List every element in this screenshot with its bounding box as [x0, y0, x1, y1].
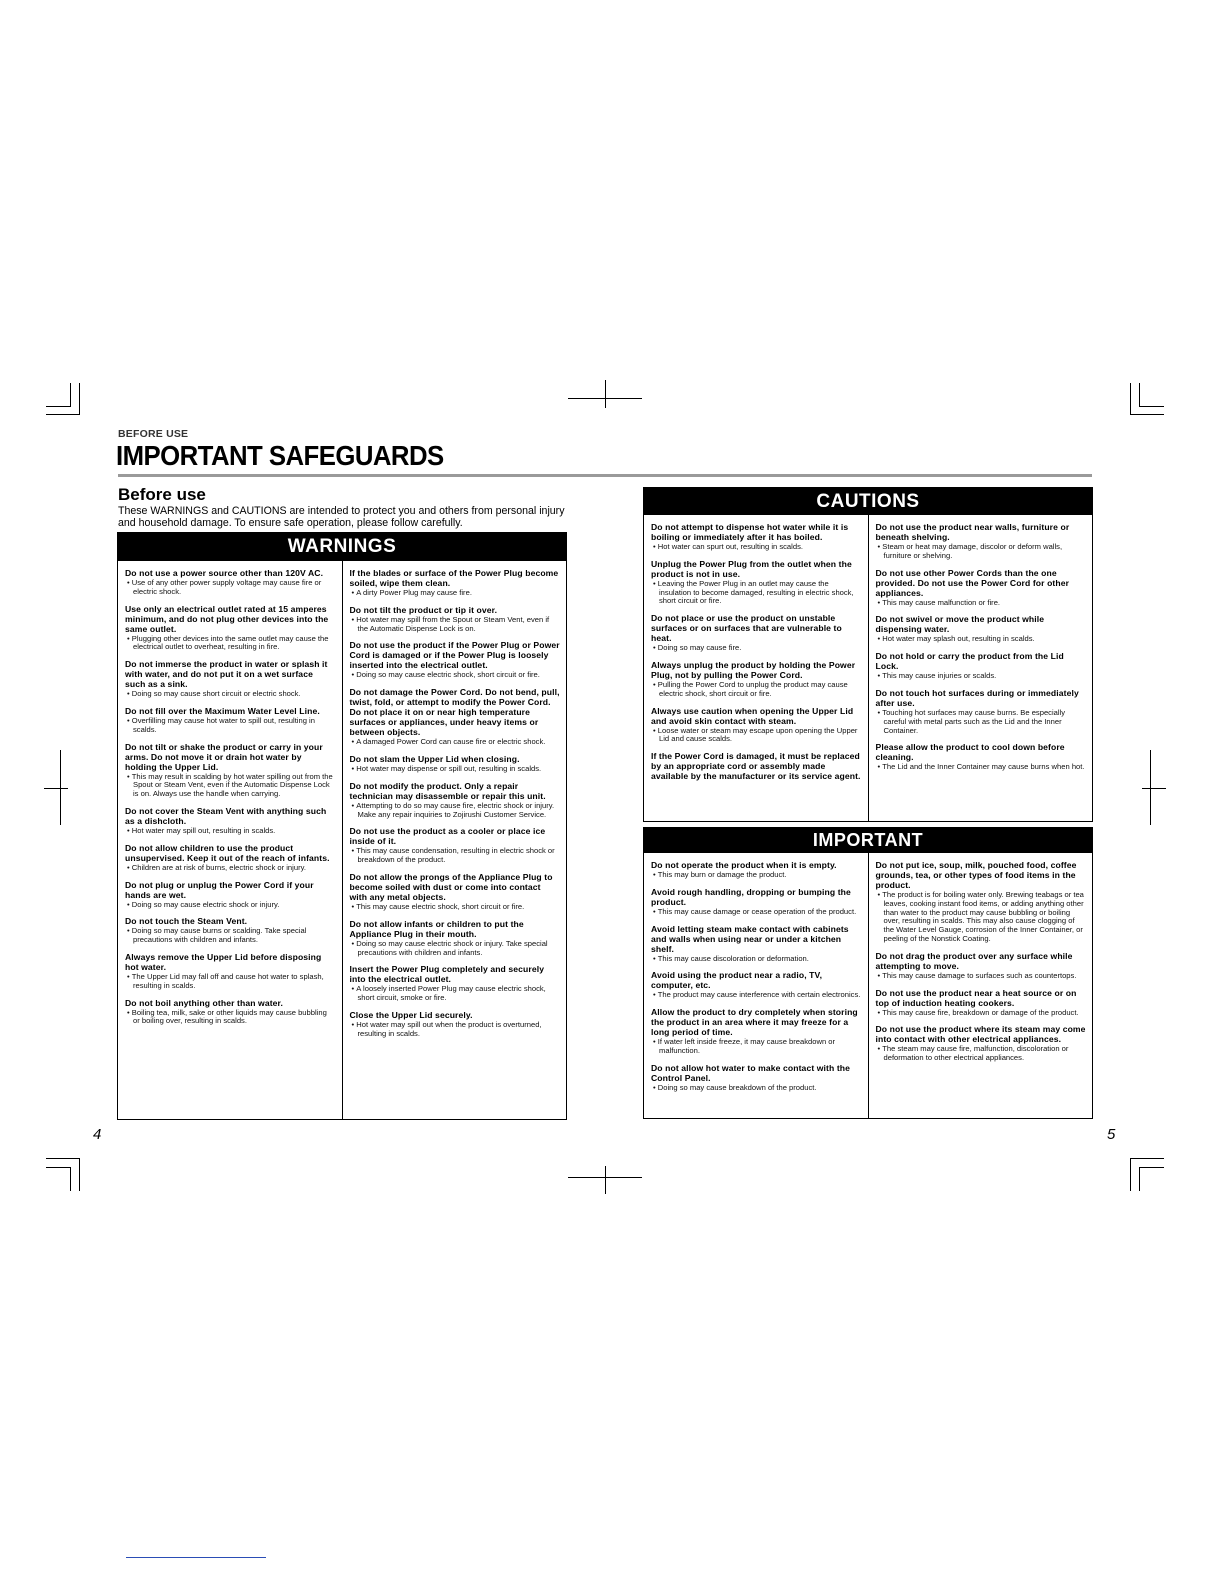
- crop-mark: [46, 1158, 80, 1159]
- crop-mark: [1130, 383, 1131, 414]
- list-item: [125, 806, 336, 836]
- item-note: • Attempting to do so may cause fire, electric shock or injury. Make any repair inquiries to Zojirushi Customer Service.: [350, 802, 561, 820]
- item-note: • Children are at risk of burns, electric shock or injury.: [125, 864, 336, 873]
- list-item: [876, 651, 1087, 681]
- registration-mark: [605, 1166, 606, 1194]
- item-note: • This may cause injuries or scalds.: [876, 672, 1087, 681]
- item-title: Always use caution when opening the Upper Lid and avoid skin contact with steam.: [651, 705, 854, 726]
- list-item: [125, 916, 336, 945]
- item-title: Do not use the product near walls, furniture or beneath shelving.: [875, 522, 1070, 542]
- crop-mark: [1139, 1167, 1140, 1191]
- item-note: • The Lid and the Inner Container may cause burns when hot.: [876, 763, 1087, 772]
- item-note: • This may cause discoloration or deformation.: [651, 955, 862, 964]
- item-title: Do not touch hot surfaces during or immediately after use.: [875, 687, 1079, 708]
- list-item: [125, 568, 336, 597]
- list-item: [125, 952, 336, 991]
- page-title: IMPORTANT SAFEGUARDS: [116, 440, 444, 471]
- item-note: • This may cause electric shock, short circuit or fire.: [350, 903, 561, 912]
- item-note: • This may result in scalding by hot water spilling out from the Spout or Steam Vent, even if the Automatic Dispense Lock is on. Always use the handle when carrying.: [125, 773, 336, 799]
- list-item: [876, 568, 1087, 608]
- list-item: [350, 964, 561, 1003]
- item-title: Avoid rough handling, dropping or bumping the product.: [651, 886, 851, 907]
- item-title: Do not tilt or shake the product or carry in your arms. Do not move it or drain hot water by holding the Upper Lid.: [125, 741, 323, 772]
- item-title: Do not use the product if the Power Plug or Power Cord is damaged or if the Power Plug is loosely inserted into the electrical outlet.: [349, 640, 560, 671]
- list-item: [125, 742, 336, 799]
- crop-mark: [1139, 1167, 1164, 1168]
- crop-mark: [1139, 406, 1164, 407]
- list-item: [125, 706, 336, 735]
- cautions-heading: CAUTIONS: [644, 488, 1092, 515]
- important-box: [643, 827, 1093, 1119]
- list-item: [651, 706, 862, 745]
- item-title: Do not drag the product over any surface while attempting to move.: [875, 950, 1073, 971]
- list-item: [350, 568, 561, 598]
- important-right-column: [868, 853, 1093, 1118]
- crop-mark: [70, 383, 71, 406]
- important-left-column: [644, 853, 868, 1118]
- list-item: [651, 751, 862, 781]
- list-item: [876, 860, 1087, 944]
- list-item: [651, 1007, 862, 1056]
- crop-mark: [1139, 383, 1140, 406]
- item-note: • A dirty Power Plug may cause fire.: [350, 589, 561, 598]
- item-note: • Doing so may cause burns or scalding. Take special precautions with children and infants.: [125, 927, 336, 945]
- before-use-intro: These WARNINGS and CAUTIONS are intended to protect you and others from personal injury and household damage. To ensure safe operation, please follow carefully.: [118, 505, 565, 529]
- list-item: [651, 924, 862, 964]
- item-note: • The Upper Lid may fall off and cause hot water to splash, resulting in scalds.: [125, 973, 336, 991]
- item-title: Do not hold or carry the product from the Lid Lock.: [875, 651, 1064, 672]
- list-item: [651, 887, 862, 917]
- item-title: Always remove the Upper Lid before disposing hot water.: [125, 951, 322, 972]
- registration-mark: [60, 750, 61, 825]
- list-item: [125, 659, 336, 699]
- list-item: [350, 872, 561, 912]
- section-label: BEFORE USE: [118, 428, 189, 440]
- item-title: Allow the product to dry completely when storing the product in an area where it may freeze for a long period of time.: [651, 1007, 858, 1038]
- item-title: Do not slam the Upper Lid when closing.: [349, 753, 520, 764]
- list-item: [651, 970, 862, 1000]
- item-note: • Hot water may spill from the Spout or Steam Vent, even if the Automatic Dispense Lock is on.: [350, 616, 561, 634]
- list-item: [876, 614, 1087, 644]
- item-note: • Doing so may cause electric shock or injury. Take special precautions with children and infants.: [350, 940, 561, 958]
- list-item: [651, 660, 862, 699]
- item-note: • Boiling tea, milk, sake or other liquids may cause bubbling or boiling over, resulting in scalds.: [125, 1009, 336, 1027]
- item-note: • Hot water may spill out when the product is overturned, resulting in scalds.: [350, 1021, 561, 1039]
- item-title: Do not touch the Steam Vent.: [125, 916, 248, 927]
- page-number-right: 5: [1107, 1126, 1116, 1143]
- warnings-left-column: [118, 561, 342, 1119]
- item-title: Do not allow hot water to make contact with the Control Panel.: [651, 1062, 851, 1083]
- item-note: • Pulling the Power Cord to unplug the product may cause electric shock, short circuit or fire.: [651, 681, 862, 699]
- item-note: • Plugging other devices into the same outlet may cause the electrical outlet to overheat, resulting in fire.: [125, 635, 336, 653]
- item-title: Do not immerse the product in water or splash it with water, and do not put it on a wet surface such as a sink.: [125, 659, 328, 690]
- footer-line: [126, 1557, 266, 1558]
- cautions-right-column: [868, 515, 1093, 821]
- list-item: [350, 687, 561, 747]
- item-title: Do not allow infants or children to put the Appliance Plug in their mouth.: [349, 918, 524, 939]
- list-item: [350, 605, 561, 634]
- item-title: Do not swivel or move the product while dispensing water.: [875, 614, 1045, 635]
- crop-mark: [46, 1167, 71, 1168]
- warnings-right-column: [342, 561, 567, 1119]
- item-note: • This may cause damage to surfaces such as countertops.: [876, 972, 1087, 981]
- list-item: [125, 843, 336, 873]
- item-note: • Hot water may dispense or spill out, resulting in scalds.: [350, 765, 561, 774]
- list-item: [350, 781, 561, 820]
- list-item: [876, 742, 1087, 772]
- list-item: [651, 522, 862, 552]
- list-item: [651, 860, 862, 880]
- list-item: [350, 826, 561, 865]
- item-note: • Hot water can spurt out, resulting in scalds.: [651, 543, 862, 552]
- item-title: Use only an electrical outlet rated at 15 amperes minimum, and do not plug other devices into the same outlet.: [125, 603, 329, 634]
- item-note: • Hot water may spill out, resulting in scalds.: [125, 827, 336, 836]
- item-title: Do not attempt to dispense hot water while it is boiling or immediately after it has boiled.: [651, 522, 849, 542]
- item-title: Do not allow the prongs of the Appliance Plug to become soiled with dust or come into contact with any metal objects.: [349, 871, 553, 902]
- item-title: Close the Upper Lid securely.: [349, 1009, 473, 1020]
- warnings-heading: WARNINGS: [118, 533, 566, 561]
- list-item: [651, 559, 862, 606]
- list-item: [876, 988, 1087, 1018]
- list-item: [125, 604, 336, 653]
- crop-mark: [46, 414, 80, 415]
- list-item: [350, 1010, 561, 1039]
- item-title: Do not fill over the Maximum Water Level Line.: [125, 705, 320, 716]
- warnings-box: [117, 532, 567, 1120]
- item-title: Do not use other Power Cords than the one provided. Do not use the Power Cord for other appliances.: [875, 567, 1070, 598]
- item-note: • The steam may cause fire, malfunction, discoloration or deformation to other electrical appliances.: [876, 1045, 1087, 1063]
- item-title: Please allow the product to cool down before cleaning.: [875, 742, 1065, 763]
- registration-mark: [1150, 750, 1151, 825]
- item-title: Do not cover the Steam Vent with anything such as a dishcloth.: [125, 805, 327, 826]
- item-note: • Hot water may splash out, resulting in scalds.: [876, 635, 1087, 644]
- cautions-left-column: [644, 515, 868, 821]
- item-note: • Use of any other power supply voltage may cause fire or electric shock.: [125, 579, 336, 597]
- item-note: • Overfilling may cause hot water to spill out, resulting in scalds.: [125, 717, 336, 735]
- crop-mark: [1130, 1158, 1164, 1159]
- item-title: Do not allow children to use the product unsupervised. Keep it out of the reach of infants.: [125, 842, 330, 863]
- item-title: If the blades or surface of the Power Plug become soiled, wipe them clean.: [349, 568, 559, 588]
- item-note: • Steam or heat may damage, discolor or deform walls, furniture or shelving.: [876, 543, 1087, 561]
- item-title: Do not use the product where its steam may come into contact with other electrical appliances.: [875, 1024, 1086, 1045]
- item-title: Do not use the product near a heat source or on top of induction heating cookers.: [875, 987, 1077, 1008]
- cautions-box: [643, 487, 1093, 822]
- crop-mark: [1130, 414, 1164, 415]
- item-note: • This may cause condensation, resulting in electric shock or breakdown of the product.: [350, 847, 561, 865]
- item-note: • The product may cause interference with certain electronics.: [651, 991, 862, 1000]
- item-note: • This may cause damage or cease operation of the product.: [651, 908, 862, 917]
- item-note: • The product is for boiling water only. Brewing teabags or tea leaves, cooking instant food items, or adding anything other than water to the product may cause bubbling or boiling over, resulting in scalds. This may also cause clogging of the Water Level Gauge, corrosion of the Inner Container, or peeling of the Nonstick Coating.: [876, 891, 1087, 944]
- item-title: If the Power Cord is damaged, it must be replaced by an appropriate cord or assembly made available by the manufacturer or its service agent.: [651, 751, 861, 782]
- item-note: • If water left inside freeze, it may cause breakdown or malfunction.: [651, 1038, 862, 1056]
- crop-mark: [79, 383, 80, 414]
- crop-mark: [46, 406, 71, 407]
- item-title: Unplug the Power Plug from the outlet when the product is not in use.: [651, 558, 852, 579]
- item-title: Do not damage the Power Cord. Do not bend, pull, twist, fold, or attempt to modify the Power Cord. Do not place it on or near high temperature surfaces or appliances, under heavy items or between objects.: [349, 687, 560, 738]
- item-note: • Doing so may cause short circuit or electric shock.: [125, 690, 336, 699]
- item-note: • A damaged Power Cord can cause fire or electric shock.: [350, 738, 561, 747]
- crop-mark: [1130, 1158, 1131, 1191]
- item-title: Avoid using the product near a radio, TV, computer, etc.: [651, 970, 823, 991]
- registration-mark: [44, 788, 68, 789]
- item-title: Avoid letting steam make contact with cabinets and walls when using near or under a kitchen shelf.: [651, 923, 849, 954]
- crop-mark: [70, 1167, 71, 1191]
- item-title: Do not operate the product when it is empty.: [651, 860, 837, 870]
- before-use-heading: Before use: [118, 485, 206, 504]
- item-note: • A loosely inserted Power Plug may cause electric shock, short circuit, smoke or fire.: [350, 985, 561, 1003]
- item-note: • Doing so may cause fire.: [651, 644, 862, 653]
- list-item: [876, 951, 1087, 981]
- item-title: Do not modify the product. Only a repair technician may disassemble or repair this unit.: [349, 780, 546, 801]
- item-note: • Doing so may cause breakdown of the product.: [651, 1084, 862, 1093]
- item-note: • Leaving the Power Plug in an outlet may cause the insulation to become damaged, resulting in electric shock, short circuit or fire.: [651, 580, 862, 606]
- list-item: [125, 880, 336, 910]
- item-title: Do not tilt the product or tip it over.: [349, 604, 498, 615]
- item-note: • Doing so may cause electric shock, short circuit or fire.: [350, 671, 561, 680]
- item-title: Do not place or use the product on unstable surfaces or on surfaces that are vulnerable to heat.: [651, 613, 842, 644]
- item-title: Do not boil anything other than water.: [125, 997, 284, 1008]
- list-item: [651, 1063, 862, 1093]
- item-note: • Loose water or steam may escape upon opening the Upper Lid and cause scalds.: [651, 727, 862, 745]
- item-note: • Doing so may cause electric shock or injury.: [125, 901, 336, 910]
- list-item: [651, 613, 862, 653]
- item-title: Always unplug the product by holding the Power Plug, not by pulling the Power Cord.: [651, 659, 856, 680]
- list-item: [876, 1024, 1087, 1063]
- registration-mark: [1142, 788, 1166, 789]
- item-title: Do not use a power source other than 120V AC.: [125, 568, 324, 578]
- list-item: [876, 688, 1087, 735]
- item-note: • This may cause malfunction or fire.: [876, 599, 1087, 608]
- item-title: Do not put ice, soup, milk, pouched food, coffee grounds, tea, or other types of food items in the product.: [875, 860, 1077, 890]
- item-note: • Touching hot surfaces may cause burns. Be especially careful with metal parts such as the Lid and the Inner Container.: [876, 709, 1087, 735]
- item-title: Insert the Power Plug completely and securely into the electrical outlet.: [349, 964, 545, 985]
- list-item: [350, 754, 561, 774]
- registration-mark: [605, 380, 606, 408]
- item-note: • This may burn or damage the product.: [651, 871, 862, 880]
- header-divider: [118, 474, 1092, 477]
- important-heading: IMPORTANT: [644, 828, 1092, 853]
- list-item: [350, 640, 561, 680]
- list-item: [876, 522, 1087, 561]
- crop-mark: [79, 1158, 80, 1191]
- item-title: Do not plug or unplug the Power Cord if your hands are wet.: [125, 879, 314, 900]
- list-item: [350, 919, 561, 958]
- page-number-left: 4: [93, 1126, 102, 1143]
- item-note: • This may cause fire, breakdown or damage of the product.: [876, 1009, 1087, 1018]
- list-item: [125, 998, 336, 1027]
- item-title: Do not use the product as a cooler or place ice inside of it.: [349, 826, 546, 847]
